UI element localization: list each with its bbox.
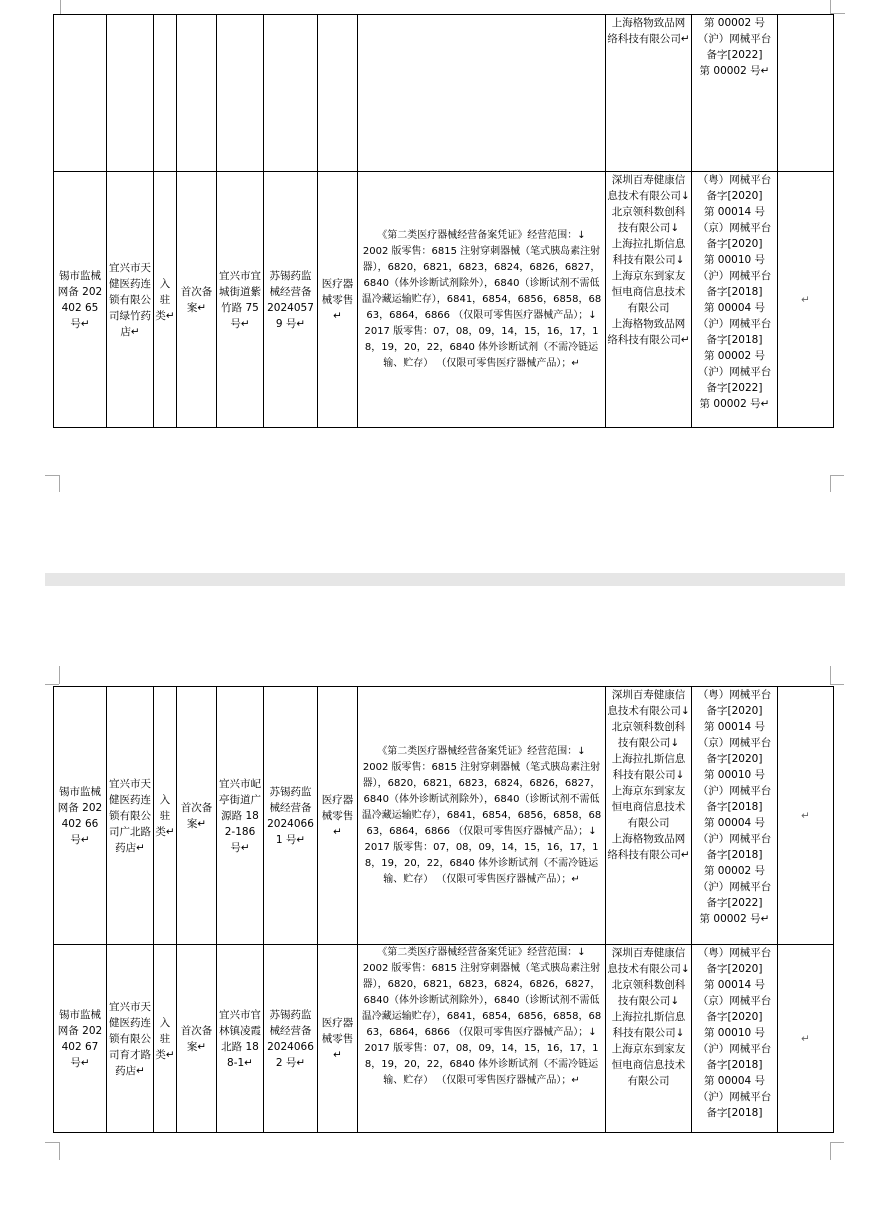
record-line: 第 00010 号 <box>703 769 766 781</box>
store-address: 宜兴市宜城街道紫竹路 75 号↵ <box>217 172 264 428</box>
record-line: 第 00004 号 <box>703 1075 766 1087</box>
business-category: 医疗器械零售↵ <box>318 945 358 1133</box>
record-line: （粤）网械平台备字[2020] <box>697 947 772 975</box>
record-line: 第 00002 号↵ <box>699 65 770 77</box>
registration-number: 锡市监械网备 202402 65 号↵ <box>54 172 107 428</box>
record-line: 第 00002 号↵ <box>699 913 770 925</box>
record-line: 第 00004 号 <box>703 817 766 829</box>
record-line: 第 00004 号 <box>703 302 766 314</box>
record-line: 第 00010 号 <box>703 1027 766 1039</box>
platform-company: 深圳百寿健康信息技术有限公司↓ <box>607 174 690 202</box>
record-line: 第 00002 号 <box>703 350 766 362</box>
platform-company: 北京领科数创科技有限公司↓ <box>611 979 686 1007</box>
record-line: （沪）网械平台备字[2018] <box>697 1043 772 1071</box>
record-line: 第 00002 号↵ <box>699 398 770 410</box>
paragraph-mark: ↵ <box>778 687 834 945</box>
record-line: （京）网械平台备字[2020] <box>697 222 772 250</box>
scope-2017: 2017 版零售：07，08，09，14，15，16，17，18，19，20，22，6840 体外诊断试剂（不需冷链运输、贮存） （仅限可零售医疗器械产品）；↵ <box>364 841 599 885</box>
cell-empty <box>358 15 606 172</box>
platform-company: 深圳百寿健康信息技术有限公司↓ <box>607 689 690 717</box>
record-line: （沪）网械平台备字[2022] <box>697 366 772 394</box>
platform-company-cell <box>606 15 692 172</box>
cell-empty <box>154 15 177 172</box>
crop-mark-top-right <box>830 0 831 14</box>
page-separator <box>45 573 845 586</box>
platform-company-cell <box>606 945 692 1133</box>
crop-mark-bottom-left <box>45 475 59 476</box>
crop-mark-top-left <box>60 0 61 14</box>
platform-record-cell <box>692 687 778 945</box>
record-line: （沪）网械平台备字[2018] <box>697 785 772 813</box>
record-line: （京）网械平台备字[2020] <box>697 737 772 765</box>
scope-2017: 2017 版零售：07，08，09，14，15，16，17，18，19，20，22，6840 体外诊断试剂（不需冷链运输、贮存） （仅限可零售医疗器械产品）；↵ <box>364 325 599 369</box>
store-address: 宜兴市屺亭街道广源路 182-186 号↵ <box>217 687 264 945</box>
entry-type: 入驻类↵ <box>154 172 177 428</box>
cell-empty <box>264 15 318 172</box>
crop-mark-top-left-h <box>45 684 59 685</box>
store-address: 宜兴市官林镇凌霞北路 188-1↵ <box>217 945 264 1133</box>
cell-empty <box>54 15 107 172</box>
platform-record-cell <box>692 15 778 172</box>
crop-mark-top-left <box>59 666 60 684</box>
platform-company: 上海拉扎斯信息科技有限公司↓ <box>611 1011 686 1039</box>
store-name: 宜兴市天健医药连锁有限公司育才路药店↵ <box>107 945 154 1133</box>
store-name: 宜兴市天健医药连锁有限公司绿竹药店↵ <box>107 172 154 428</box>
scope-2002: 2002 版零售：6815 注射穿刺器械（笔式胰岛素注射器），6820，6821，6823，6824，6826，6827，6840（体外诊断试剂除外），6840（诊断试剂不需低温冷藏运输贮存），6841，6854，6856，6858，6863，6864，6866 （仅限可零售医疗器械产品）；↓ <box>361 761 602 837</box>
license-number: 苏锡药监械经营备 20240662 号↵ <box>264 945 318 1133</box>
entry-type: 入驻类↵ <box>154 687 177 945</box>
platform-company: 上海格物致品网络科技有限公司↵ <box>607 318 690 346</box>
record-line: （粤）网械平台备字[2020] <box>697 689 772 717</box>
record-line: 第 00014 号 <box>703 721 766 733</box>
crop-mark-bottom-left-v <box>59 1142 60 1160</box>
scope-heading: 《第二类医疗器械经营备案凭证》经营范围：↓ <box>377 745 586 757</box>
table-row <box>54 945 834 1133</box>
business-scope <box>358 172 606 428</box>
record-line: （沪）网械平台备字[2018] <box>697 270 772 298</box>
crop-mark-top-right-h <box>830 684 844 685</box>
platform-company: 上海京东到家友恒电商信息技术有限公司 <box>611 785 686 829</box>
registration-number: 锡市监械网备 202402 66 号↵ <box>54 687 107 945</box>
record-line: （京）网械平台备字[2020] <box>697 995 772 1023</box>
table-row <box>54 15 834 172</box>
platform-company: 北京领科数创科技有限公司↓ <box>611 206 686 234</box>
platform-company: 上海拉扎斯信息科技有限公司↓ <box>611 238 686 266</box>
paragraph-mark: ↵ <box>778 172 834 428</box>
scope-heading: 《第二类医疗器械经营备案凭证》经营范围：↓ <box>377 229 586 241</box>
business-scope <box>358 687 606 945</box>
platform-company: 上海格物致品网络科技有限公司↵ <box>607 833 690 861</box>
document-page-1 <box>0 0 872 573</box>
business-scope <box>358 945 606 1133</box>
record-line: （粤）网械平台备字[2020] <box>697 174 772 202</box>
record-line: （沪）网械平台备字[2018] <box>697 833 772 861</box>
crop-mark-bottom-left-v <box>59 475 60 492</box>
table-row <box>54 172 834 428</box>
record-table-page1 <box>53 14 834 428</box>
record-table-page2 <box>53 686 834 1133</box>
platform-company: 上海拉扎斯信息科技有限公司↓ <box>611 753 686 781</box>
record-type: 首次备案↵ <box>177 172 217 428</box>
entry-type: 入驻类↵ <box>154 945 177 1133</box>
record-type: 首次备案↵ <box>177 687 217 945</box>
license-number: 苏锡药监械经营备 20240579 号↵ <box>264 172 318 428</box>
platform-company: 上海京东到家友恒电商信息技术有限公司 <box>611 270 686 314</box>
scope-2002: 2002 版零售：6815 注射穿刺器械（笔式胰岛素注射器），6820，6821，6823，6824，6826，6827，6840（体外诊断试剂除外），6840（诊断试剂不需低温冷藏运输贮存），6841，6854，6856，6858，6863，6864，6866 （仅限可零售医疗器械产品）；↓ <box>361 245 602 321</box>
record-line: 第 00010 号 <box>703 254 766 266</box>
scope-heading: 《第二类医疗器械经营备案凭证》经营范围：↓ <box>377 947 586 958</box>
crop-mark-bottom-right-v <box>830 475 831 492</box>
cell-empty <box>107 15 154 172</box>
platform-record-cell <box>692 945 778 1133</box>
record-line: 第 00014 号 <box>703 979 766 991</box>
crop-mark-top-right <box>830 666 831 684</box>
record-line: （沪）网械平台备字[2022] <box>697 33 772 61</box>
record-line: 第 00002 号 <box>703 17 766 29</box>
cell-empty <box>217 15 264 172</box>
crop-mark-bottom-left <box>45 1142 59 1143</box>
document-page-2 <box>0 586 872 1228</box>
record-line: （沪）网械平台备字[2018] <box>697 318 772 346</box>
platform-company: 上海格物致品网络科技有限公司↵ <box>607 17 690 45</box>
record-line: 第 00002 号 <box>703 865 766 877</box>
scope-2002: 2002 版零售：6815 注射穿刺器械（笔式胰岛素注射器），6820，6821，6823，6824，6826，6827，6840（体外诊断试剂除外），6840（诊断试剂不需低温冷藏运输贮存），6841，6854，6856，6858，6863，6864，6866 （仅限可零售医疗器械产品）；↓ <box>361 963 602 1038</box>
platform-record-cell <box>692 172 778 428</box>
store-name: 宜兴市天健医药连锁有限公司广北路药店↵ <box>107 687 154 945</box>
business-category: 医疗器械零售↵ <box>318 687 358 945</box>
scope-2017: 2017 版零售：07，08，09，14，15，16，17，18，19，20，22，6840 体外诊断试剂（不需冷链运输、贮存） （仅限可零售医疗器械产品）；↵ <box>364 1043 599 1086</box>
license-number: 苏锡药监械经营备 20240661 号↵ <box>264 687 318 945</box>
crop-mark-bottom-right-v <box>830 1142 831 1160</box>
crop-mark-bottom-right <box>830 1142 844 1143</box>
platform-company: 上海京东到家友恒电商信息技术有限公司 <box>611 1043 686 1087</box>
crop-mark-bottom-right <box>830 475 844 476</box>
record-line: （沪）网械平台备字[2018] <box>697 1091 772 1119</box>
platform-company-cell <box>606 687 692 945</box>
platform-company-cell <box>606 172 692 428</box>
table-row <box>54 687 834 945</box>
record-line: 第 00014 号 <box>703 206 766 218</box>
cell-empty <box>177 15 217 172</box>
platform-company: 深圳百寿健康信息技术有限公司↓ <box>607 947 690 975</box>
record-line: （沪）网械平台备字[2022] <box>697 881 772 909</box>
paragraph-mark: ↵ <box>778 945 834 1133</box>
registration-number: 锡市监械网备 202402 67 号↵ <box>54 945 107 1133</box>
record-type: 首次备案↵ <box>177 945 217 1133</box>
cell-empty <box>318 15 358 172</box>
business-category: 医疗器械零售↵ <box>318 172 358 428</box>
cell-empty <box>778 15 834 172</box>
platform-company: 北京领科数创科技有限公司↓ <box>611 721 686 749</box>
